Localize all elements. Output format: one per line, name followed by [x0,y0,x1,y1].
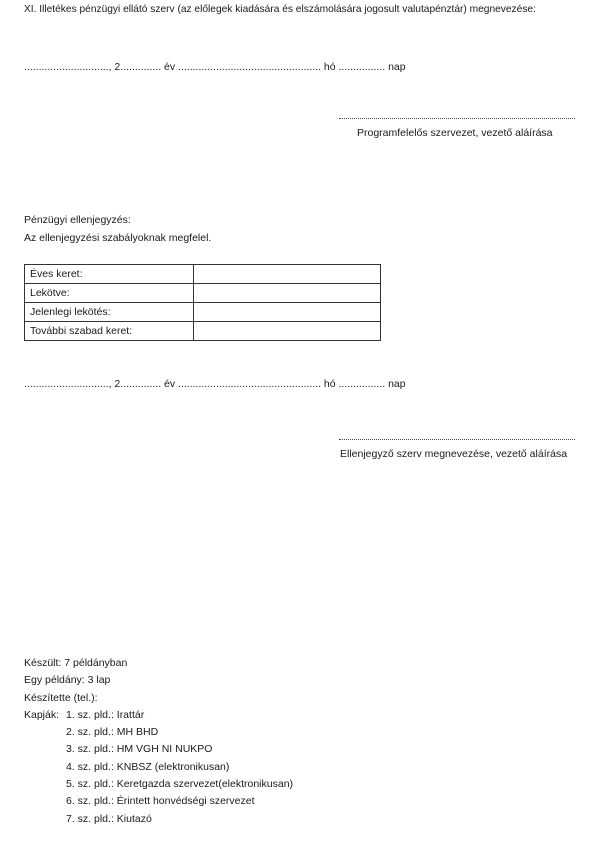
recipients-row [24,707,293,724]
table-row [25,303,381,322]
signature-caption-1: Programfelelős szervezet, vezető aláírása [357,127,553,139]
recipient-item: 2. sz. pld.: MH BHD [66,726,159,739]
budget-label: Lekötve: [25,284,194,303]
budget-value-cell [194,322,381,341]
budget-label: Éves keret: [25,265,194,284]
recipients-row [24,759,293,776]
budget-value-cell [194,303,381,322]
signature-line-1 [339,118,575,119]
budget-value-cell [194,284,381,303]
recipients-row [24,811,293,828]
recipients-label: Kapják: [24,708,60,721]
table-row [25,265,381,284]
prepared-by: Készítette (tel.): [24,691,98,704]
recipients-row [24,793,293,810]
recipient-item: 4. sz. pld.: KNBSZ (elektronikusan) [66,760,230,773]
budget-label: Jelenlegi lekötés: [25,303,194,322]
budget-table [24,264,381,341]
recipients-row [24,724,293,741]
table-row [25,322,381,341]
recipients-row [24,741,293,758]
date-line-2: ............................., 2.............. év ................................................. hó ................ nap [24,378,406,390]
recipient-item: 3. sz. pld.: HM VGH NI NUKPO [66,743,213,756]
countersign-title: Pénzügyi ellenjegyzés: [24,214,131,226]
pages-per-copy: Egy példány: 3 lap [24,674,111,687]
recipient-item: 6. sz. pld.: Érintett honvédségi szervezet [66,795,255,808]
recipient-item: 1. sz. pld.: Irattár [66,708,145,721]
recipient-item: 7. sz. pld.: Kiutazó [66,812,152,825]
recipients-row [24,776,293,793]
budget-value-cell [194,265,381,284]
distribution-block [24,655,293,828]
copies-count: Készült: 7 példányban [24,657,128,669]
section-xi-heading: XI. Illetékes pénzügyi ellátó szerv (az előlegek kiadására és elszámolására jogosult valutapénztár) megnevezése: [24,4,536,15]
table-row [25,284,381,303]
signature-caption-2: Ellenjegyző szerv megnevezése, vezető aláírása [340,448,568,460]
recipient-item: 5. sz. pld.: Keretgazda szervezet(elektronikusan) [66,778,294,791]
countersign-statement: Az ellenjegyzési szabályoknak megfelel. [24,232,212,244]
date-line-1: ............................., 2.............. év ................................................. hó ................ nap [24,61,406,73]
budget-label: További szabad keret: [25,322,194,341]
signature-line-2 [339,439,575,440]
